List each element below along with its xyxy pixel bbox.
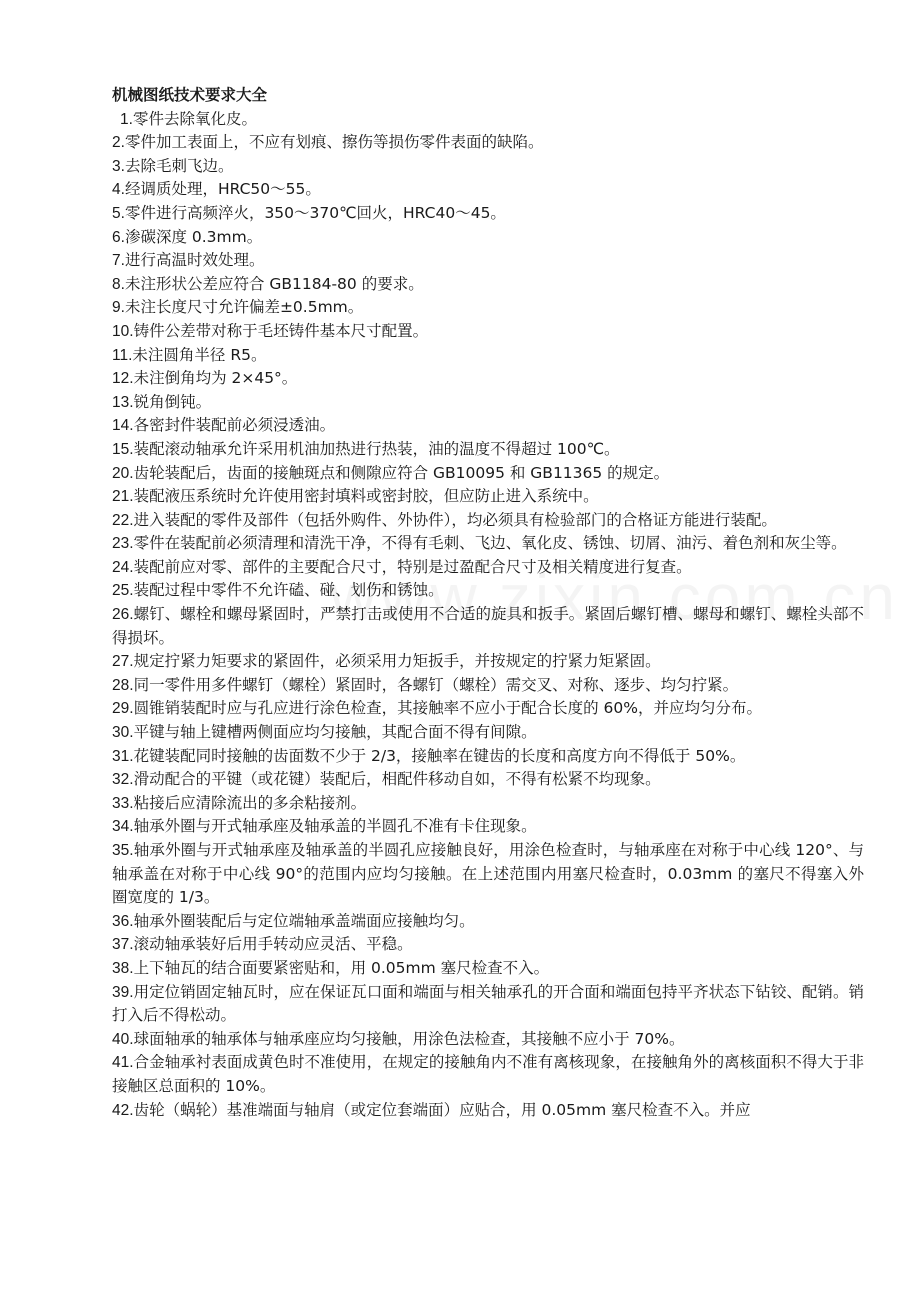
requirement-text: 平键与轴上键槽两侧面应均匀接触，其配合面不得有间隙。 bbox=[133, 723, 537, 742]
requirement-item bbox=[112, 367, 864, 391]
requirement-number: 7. bbox=[112, 252, 125, 270]
document-title: 机械图纸技术要求大全 bbox=[112, 86, 268, 104]
requirement-number: 41. bbox=[112, 1054, 134, 1072]
requirement-item bbox=[112, 296, 864, 320]
requirement-text: 渗碳深度 0.3mm。 bbox=[124, 227, 263, 246]
requirement-number: 25. bbox=[112, 582, 134, 600]
requirement-number: 6. bbox=[112, 228, 125, 246]
requirement-text: 锐角倒钝。 bbox=[133, 392, 212, 411]
requirement-text: 进入装配的零件及部件（包括外购件、外协件），均必须具有检验部门的合格证方能进行装配。 bbox=[133, 510, 777, 529]
requirement-item bbox=[112, 933, 864, 957]
requirement-number: 23. bbox=[112, 535, 134, 553]
requirement-text: 装配过程中零件不允许磕、碰、划伤和锈蚀。 bbox=[133, 581, 444, 600]
requirement-text: 轴承外圈装配后与定位端轴承盖端面应接触均匀。 bbox=[133, 911, 475, 930]
requirement-item bbox=[112, 957, 864, 981]
requirement-item bbox=[112, 273, 864, 297]
requirement-text: 零件加工表面上，不应有划痕、擦伤等损伤零件表面的缺陷。 bbox=[124, 133, 544, 152]
requirement-number: 27. bbox=[112, 653, 134, 671]
requirement-number: 33. bbox=[112, 794, 134, 812]
requirement-number: 38. bbox=[112, 959, 134, 977]
requirement-text: 未注圆角半径 R5。 bbox=[132, 345, 267, 364]
requirement-number: 36. bbox=[112, 912, 134, 930]
requirement-number: 8. bbox=[112, 275, 125, 293]
requirement-text: 上下轴瓦的结合面要紧密贴和，用 0.05mm 塞尺检查不入。 bbox=[133, 958, 550, 977]
requirement-item bbox=[112, 674, 864, 698]
requirement-item bbox=[112, 178, 864, 202]
requirement-item bbox=[112, 650, 864, 674]
requirement-number: 35. bbox=[112, 842, 134, 859]
requirement-text: 铸件公差带对称于毛坯铸件基本尺寸配置。 bbox=[133, 321, 429, 340]
requirement-text: 齿轮装配后，齿面的接触斑点和侧隙应符合 GB10095 和 GB11365 的规定。 bbox=[133, 463, 670, 482]
requirement-text: 零件在装配前必须清理和清洗干净，不得有毛刺、飞边、氧化皮、锈蚀、切屑、油污、着色剂和灰尘等。 bbox=[133, 534, 847, 553]
requirement-item bbox=[112, 768, 864, 792]
requirement-text: 轴承外圈与开式轴承座及轴承盖的半圆孔不准有卡住现象。 bbox=[133, 817, 537, 836]
requirement-number: 20. bbox=[112, 464, 134, 482]
requirement-text: 合金轴承衬表面成黄色时不准使用，在规定的接触角内不准有离核现象，在接触角外的离核面积不得大于非接触区总面积的 10%。 bbox=[112, 1053, 864, 1095]
requirement-number: 2. bbox=[112, 134, 125, 152]
requirement-item bbox=[112, 745, 864, 769]
requirement-item bbox=[112, 697, 864, 721]
requirement-item bbox=[112, 981, 864, 1028]
requirement-item bbox=[112, 438, 864, 462]
requirement-number: 30. bbox=[112, 724, 134, 742]
requirement-item bbox=[112, 226, 864, 250]
requirement-item bbox=[112, 131, 864, 155]
requirement-text: 同一零件用多件螺钉（螺栓）紧固时，各螺钉（螺栓）需交叉、对称、逐步、均匀拧紧。 bbox=[133, 675, 739, 694]
requirement-number: 42. bbox=[112, 1101, 134, 1119]
requirement-number: 11. bbox=[112, 346, 133, 364]
requirement-number: 28. bbox=[112, 676, 134, 694]
requirement-number: 34. bbox=[112, 818, 134, 836]
requirement-number: 5. bbox=[112, 204, 125, 222]
requirement-item bbox=[112, 155, 864, 179]
requirement-text: 规定拧紧力矩要求的紧固件，必须采用力矩扳手，并按规定的拧紧力矩紧固。 bbox=[133, 652, 661, 671]
requirement-number: 10. bbox=[112, 322, 134, 340]
requirement-item bbox=[112, 202, 864, 226]
requirement-number: 29. bbox=[112, 700, 134, 718]
requirement-item bbox=[112, 391, 864, 415]
requirement-number: 22. bbox=[112, 511, 134, 529]
requirement-number: 32. bbox=[112, 771, 134, 789]
requirement-number: 24. bbox=[112, 558, 134, 576]
requirement-item bbox=[112, 108, 864, 132]
requirement-item bbox=[112, 1099, 864, 1123]
requirement-text: 装配滚动轴承允许采用机油加热进行热装，油的温度不得超过 100℃。 bbox=[133, 439, 620, 458]
requirement-number: 13. bbox=[112, 393, 134, 411]
requirement-text: 各密封件装配前必须浸透油。 bbox=[133, 416, 336, 435]
requirement-text: 螺钉、螺栓和螺母紧固时，严禁打击或使用不合适的旋具和扳手。紧固后螺钉槽、螺母和螺钉、螺栓头部不得损坏。 bbox=[112, 605, 864, 647]
requirement-item bbox=[112, 414, 864, 438]
requirement-text: 经调质处理，HRC50～55。 bbox=[124, 180, 321, 199]
requirement-number: 37. bbox=[112, 936, 134, 954]
requirement-text: 用定位销固定轴瓦时，应在保证瓦口面和端面与相关轴承孔的开合面和端面包持平齐状态下钻铰、配销。销打入后不得松动。 bbox=[112, 982, 864, 1025]
requirement-text: 粘接后应清除流出的多余粘接剂。 bbox=[133, 793, 367, 812]
requirement-item bbox=[112, 603, 864, 650]
requirement-text: 装配液压系统时允许使用密封填料或密封胶，但应防止进入系统中。 bbox=[133, 487, 599, 506]
requirement-item bbox=[112, 579, 864, 603]
requirement-text: 齿轮（蜗轮）基准端面与轴肩（或定位套端面）应贴合，用 0.05mm 塞尺检查不入。并应 bbox=[133, 1100, 751, 1119]
requirement-number: 39. bbox=[112, 983, 134, 1001]
requirement-item bbox=[112, 556, 864, 580]
requirement-number: 40. bbox=[112, 1030, 134, 1048]
requirement-number: 4. bbox=[112, 181, 125, 199]
requirement-list bbox=[112, 108, 864, 1123]
requirement-text: 圆锥销装配时应与孔应进行涂色检查，其接触率不应小于配合长度的 60%，并应均匀分布。 bbox=[133, 699, 762, 718]
requirement-text: 球面轴承的轴承体与轴承座应均匀接触，用涂色法检查，其接触不应小于 70%。 bbox=[133, 1029, 685, 1048]
requirement-text: 轴承外圈与开式轴承座及轴承盖的半圆孔应接触良好，用涂色检查时，与轴承座在对称于中心线 120°、与轴承盖在对称于中心线 90°的范围内应均匀接触。在上述范围内用塞尺检查时，0.03mm 的塞尺不得塞入外圈宽度的 1/3。 bbox=[112, 841, 864, 907]
requirement-text: 零件进行高频淬火，350～370℃回火，HRC40～45。 bbox=[124, 203, 506, 222]
requirement-item bbox=[112, 485, 864, 509]
requirement-number: 9. bbox=[112, 299, 125, 317]
requirement-item bbox=[112, 344, 864, 368]
requirement-number: 31. bbox=[112, 747, 134, 765]
requirement-item bbox=[112, 1051, 864, 1098]
requirement-number: 15. bbox=[112, 440, 134, 458]
requirement-number: 26. bbox=[112, 606, 134, 624]
requirement-text: 花键装配同时接触的齿面数不少于 2/3，接触率在键齿的长度和高度方向不得低于 50%。 bbox=[133, 746, 746, 765]
requirement-text: 未注倒角均为 2×45°。 bbox=[133, 369, 298, 388]
requirement-text: 零件去除氧化皮。 bbox=[132, 109, 257, 128]
document-page bbox=[112, 84, 864, 1122]
requirement-item bbox=[112, 910, 864, 934]
requirement-item bbox=[112, 839, 864, 910]
requirement-number: 12. bbox=[112, 370, 134, 388]
requirement-text: 去除毛刺飞边。 bbox=[124, 156, 234, 175]
requirement-text: 滑动配合的平键（或花键）装配后，相配件移动自如，不得有松紧不均现象。 bbox=[133, 770, 661, 789]
requirement-item bbox=[112, 792, 864, 816]
requirement-item bbox=[112, 532, 864, 556]
requirement-number: 14. bbox=[112, 417, 134, 435]
requirement-item bbox=[112, 320, 864, 344]
requirement-text: 未注长度尺寸允许偏差±0.5mm。 bbox=[124, 298, 364, 317]
requirement-item bbox=[112, 815, 864, 839]
requirement-number: 21. bbox=[112, 488, 134, 506]
requirement-number: 1. bbox=[120, 110, 133, 128]
requirement-text: 装配前应对零、部件的主要配合尺寸，特别是过盈配合尺寸及相关精度进行复查。 bbox=[133, 557, 692, 576]
requirement-item bbox=[112, 249, 864, 273]
requirement-item bbox=[112, 462, 864, 486]
requirement-number: 3. bbox=[112, 157, 125, 175]
requirement-text: 滚动轴承装好后用手转动应灵活、平稳。 bbox=[133, 935, 413, 954]
requirement-text: 未注形状公差应符合 GB1184-80 的要求。 bbox=[124, 274, 424, 293]
requirement-item bbox=[112, 721, 864, 745]
requirement-item bbox=[112, 1028, 864, 1052]
requirement-text: 进行高温时效处理。 bbox=[124, 251, 265, 270]
requirement-item bbox=[112, 509, 864, 533]
